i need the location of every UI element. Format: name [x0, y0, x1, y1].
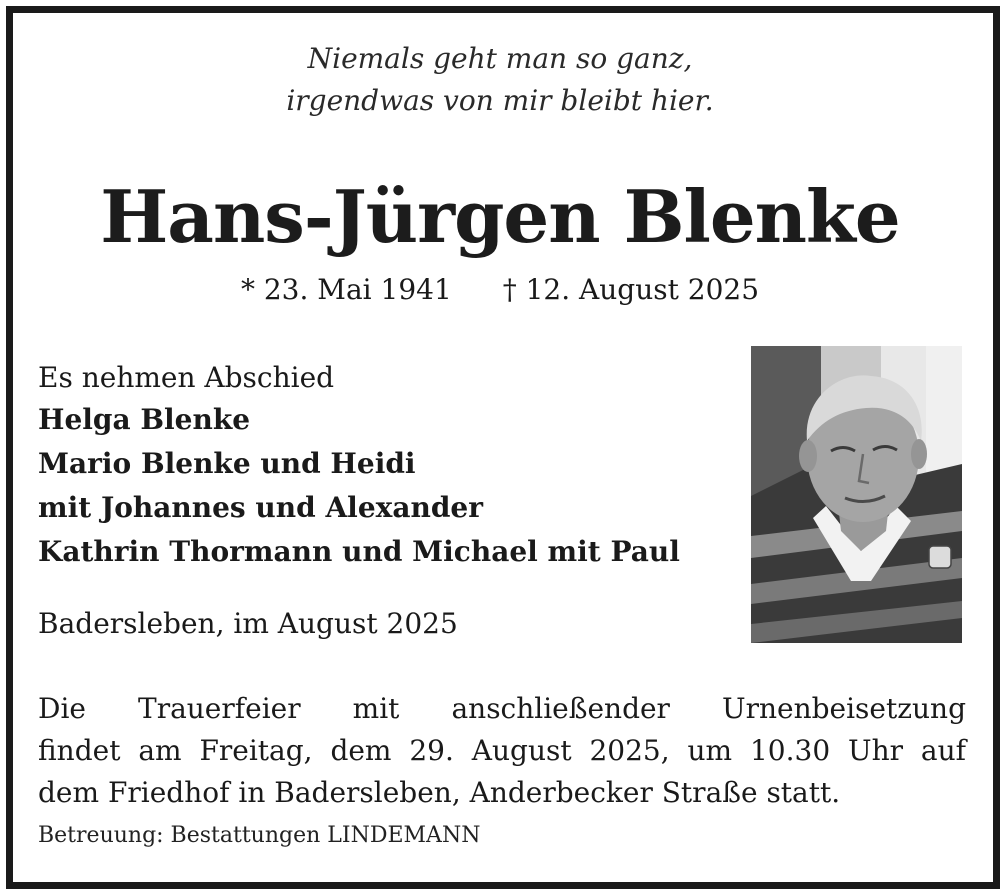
portrait-illustration [751, 346, 962, 643]
mourner-line: Helga Blenke [38, 403, 251, 436]
mourners-intro: Es nehmen Abschied [38, 361, 335, 394]
deceased-name: Hans-Jürgen Blenke [100, 174, 900, 259]
mourner-line: Kathrin Thormann und Michael mit Paul [38, 535, 680, 568]
ceremony-line: dem Friedhof in Badersleben, Anderbecker Straße statt. [38, 776, 841, 809]
motto-line-1: Niemals geht man so ganz, [307, 42, 693, 75]
ceremony-line: findet am Freitag, dem 29. August 2025, um 10.30 Uhr auf [38, 734, 966, 767]
birth-date: * 23. Mai 1941 [240, 273, 452, 306]
life-dates [0, 270, 1000, 310]
ceremony-line: Die Trauerfeier mit anschließender Urnenbeisetzung [38, 692, 966, 725]
funeral-service-credit: Betreuung: Bestattungen LINDEMANN [38, 823, 481, 848]
motto-line-2: irgendwas von mir bleibt hier. [286, 84, 714, 117]
portrait-photo [751, 346, 962, 643]
mourner-line: Mario Blenke und Heidi [38, 447, 416, 480]
ceremony-text [38, 688, 966, 814]
place-and-date: Badersleben, im August 2025 [38, 607, 458, 640]
death-date: † 12. August 2025 [502, 273, 760, 306]
mourner-line: mit Johannes und Alexander [38, 491, 483, 524]
